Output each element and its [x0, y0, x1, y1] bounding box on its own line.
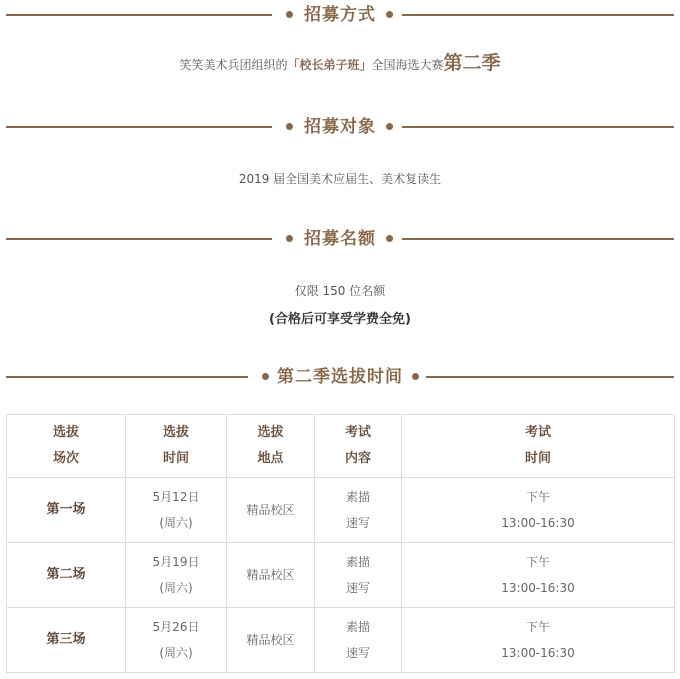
- cell-exam-time: 下午 13:00-16:30: [402, 478, 675, 543]
- method-prefix: 笑笑美术兵团组织的: [179, 58, 288, 72]
- cell-session: 第一场: [7, 478, 126, 543]
- divider-line: [6, 126, 272, 128]
- cell-content: 素描 速写: [315, 478, 402, 543]
- header-location: 选拔 地点: [227, 415, 315, 478]
- divider-line: [402, 238, 674, 240]
- cell-session: 第二场: [7, 543, 126, 608]
- cell-date: 5月12日 (周六): [126, 478, 227, 543]
- schedule-table: [6, 414, 675, 673]
- cell-content: 素描 速写: [315, 608, 402, 673]
- cell-exam-time: 下午 13:00-16:30: [402, 608, 675, 673]
- cell-date: 5月19日 (周六): [126, 543, 227, 608]
- section-header-quota: [6, 227, 674, 251]
- section-title: 招募对象: [304, 117, 376, 137]
- divider-dot: [262, 373, 269, 380]
- table-row: [7, 478, 675, 543]
- divider-line: [6, 14, 272, 16]
- recruit-quota-text: 仅限 150 位名额: [294, 284, 386, 298]
- method-season: 第二季: [443, 52, 501, 74]
- section-header-schedule: [6, 365, 674, 389]
- cell-location: 精品校区: [227, 608, 315, 673]
- cell-location: 精品校区: [227, 543, 315, 608]
- header-session: 选拔 场次: [7, 415, 126, 478]
- divider-dot: [386, 123, 393, 130]
- section-header-target: [6, 115, 674, 139]
- section-title: 招募名额: [304, 229, 376, 249]
- divider-dot: [412, 373, 419, 380]
- divider-dot: [286, 235, 293, 242]
- recruit-method-text: [0, 50, 680, 78]
- divider-line: [6, 238, 272, 240]
- method-middle: 全国海选大赛: [371, 58, 444, 72]
- cell-exam-time: 下午 13:00-16:30: [402, 543, 675, 608]
- table-header-row: [7, 415, 675, 478]
- table-row: [7, 543, 675, 608]
- method-highlight: 「校长弟子班」: [287, 58, 372, 72]
- divider-line: [426, 376, 674, 378]
- header-content: 考试 内容: [315, 415, 402, 478]
- table-row: [7, 608, 675, 673]
- cell-session: 第三场: [7, 608, 126, 673]
- section-header-method: [6, 3, 674, 27]
- recruit-quota-note: (合格后可享受学费全免): [269, 312, 411, 327]
- header-exam-time: 考试 时间: [402, 415, 675, 478]
- section-title: 第二季选拔时间: [277, 367, 403, 387]
- divider-dot: [386, 11, 393, 18]
- header-date: 选拔 时间: [126, 415, 227, 478]
- divider-line: [6, 376, 248, 378]
- recruit-target-text: 2019 届全国美术应届生、美术复读生: [238, 172, 442, 186]
- cell-date: 5月26日 (周六): [126, 608, 227, 673]
- divider-line: [402, 126, 674, 128]
- divider-dot: [286, 11, 293, 18]
- divider-dot: [286, 123, 293, 130]
- divider-dot: [386, 235, 393, 242]
- section-title: 招募方式: [304, 5, 376, 25]
- divider-line: [402, 14, 674, 16]
- cell-content: 素描 速写: [315, 543, 402, 608]
- cell-location: 精品校区: [227, 478, 315, 543]
